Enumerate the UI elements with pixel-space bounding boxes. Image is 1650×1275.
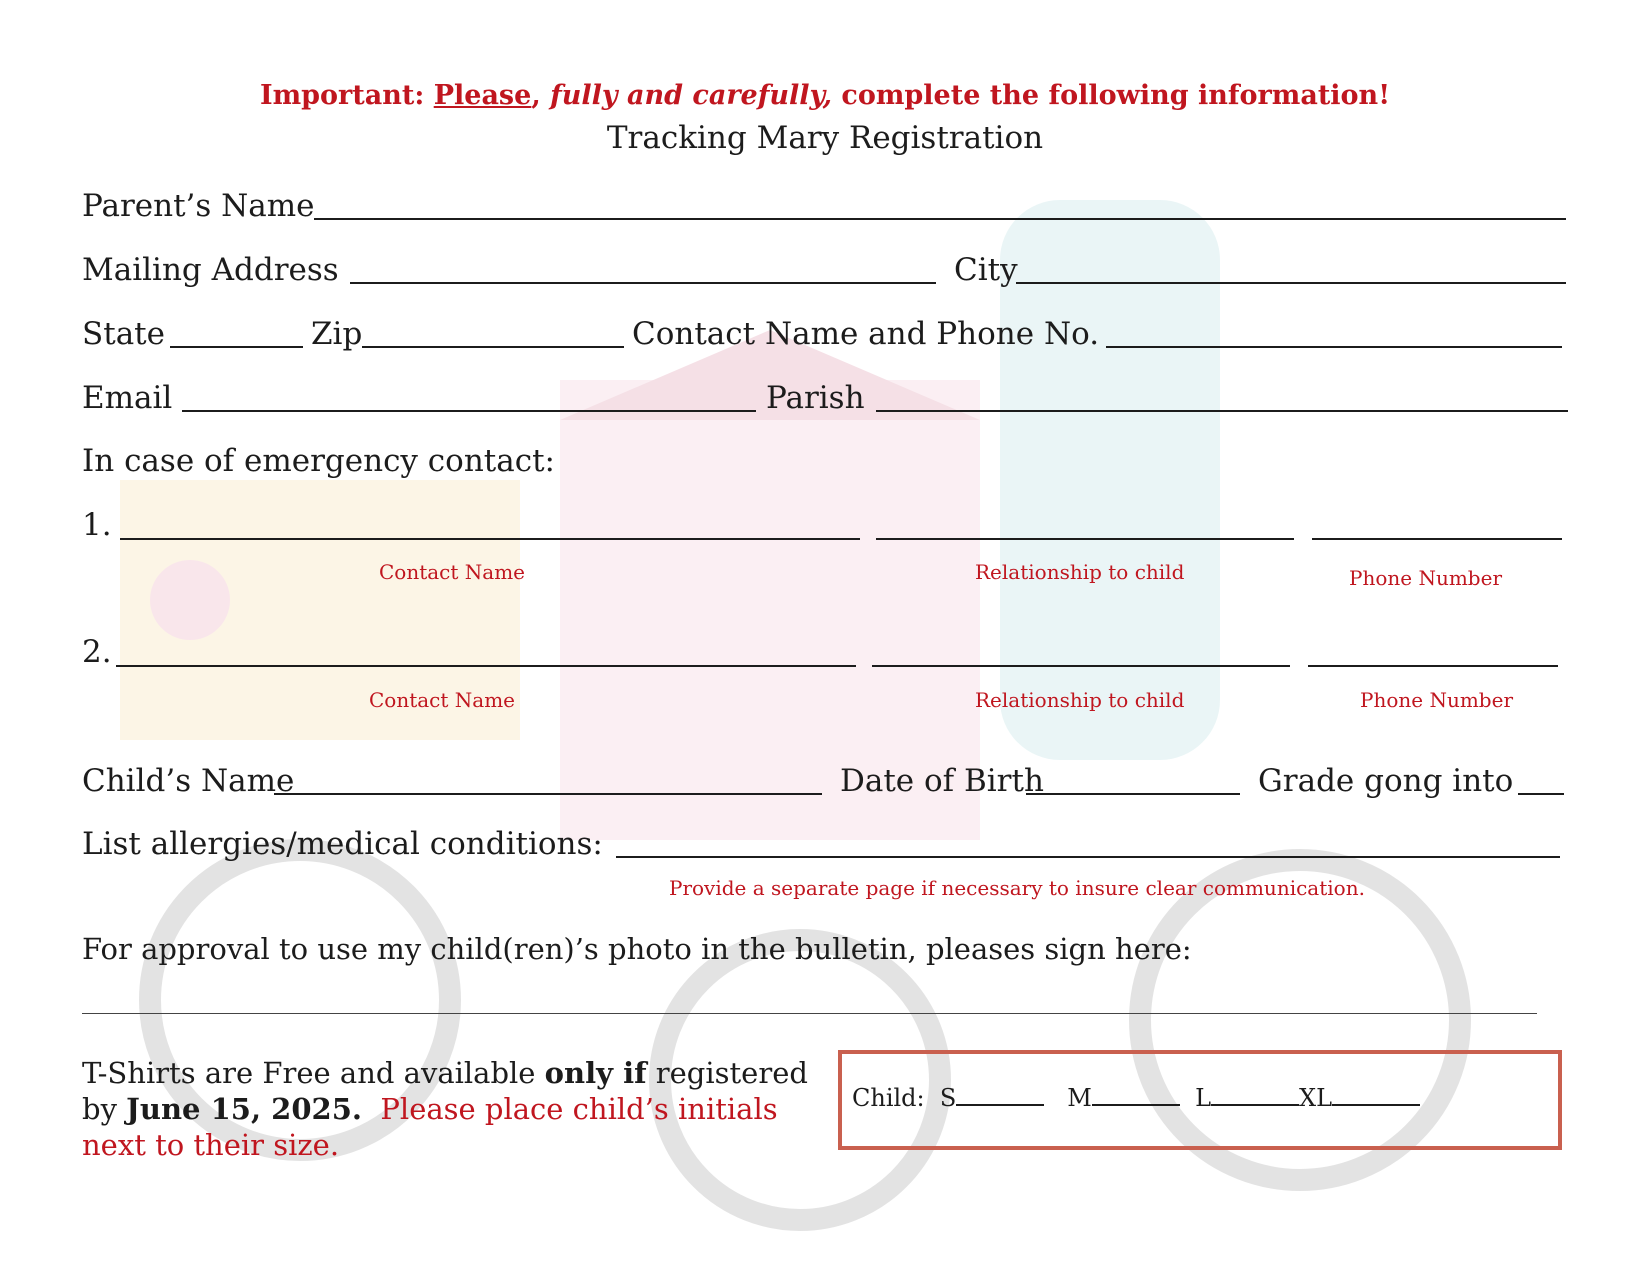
- city-field[interactable]: [1016, 282, 1566, 284]
- emergency-1-contact-name-field[interactable]: [120, 538, 860, 540]
- emergency-contact-heading: In case of emergency contact:: [82, 443, 555, 479]
- mailing-address-label: Mailing Address: [82, 252, 339, 288]
- size-m-label: M: [1067, 1084, 1092, 1112]
- parents-name-field[interactable]: [314, 218, 1566, 220]
- emergency-1-contact-name-caption: Contact Name: [379, 560, 526, 584]
- size-s-label: S: [939, 1084, 957, 1112]
- contact-name-phone-field[interactable]: [1106, 346, 1562, 348]
- important-notice: Important: Please, fully and carefully, complete the following information!: [259, 80, 1391, 111]
- emergency-1-phone-field[interactable]: [1312, 538, 1562, 540]
- state-field[interactable]: [170, 346, 303, 348]
- emergency-2-phone-caption: Phone Number: [1360, 688, 1513, 712]
- size-s-field[interactable]: [956, 1084, 1044, 1106]
- mailing-address-field[interactable]: [350, 282, 936, 284]
- parents-name-label: Parent’s Name: [82, 188, 315, 224]
- size-xl-label: XL: [1299, 1084, 1333, 1112]
- tshirt-info: T-Shirts are Free and available only if registered by June 15, 2025. Please place child’s initials next to their size.: [82, 1056, 808, 1162]
- size-xl-field[interactable]: [1332, 1084, 1420, 1106]
- emergency-1-relationship-caption: Relationship to child: [975, 560, 1185, 584]
- emergency-1-phone-caption: Phone Number: [1349, 566, 1502, 590]
- date-of-birth-field[interactable]: [1026, 793, 1240, 795]
- emergency-2-number: 2.: [82, 634, 112, 670]
- allergies-field[interactable]: [616, 856, 1560, 858]
- childs-name-label: Child’s Name: [82, 763, 295, 799]
- date-of-birth-label: Date of Birth: [840, 763, 1044, 799]
- childs-name-field[interactable]: [274, 793, 822, 795]
- allergies-label: List allergies/medical conditions:: [82, 826, 603, 862]
- zip-label: Zip: [311, 316, 363, 352]
- parish-label: Parish: [766, 380, 865, 416]
- emergency-2-phone-field[interactable]: [1308, 665, 1558, 667]
- emergency-1-relationship-field[interactable]: [876, 538, 1294, 540]
- size-m-field[interactable]: [1092, 1084, 1180, 1106]
- contact-name-phone-label: Contact Name and Phone No.: [632, 316, 1100, 352]
- size-l-label: L: [1195, 1084, 1212, 1112]
- zip-field[interactable]: [362, 346, 624, 348]
- emergency-2-contact-name-caption: Contact Name: [369, 688, 516, 712]
- emergency-2-contact-name-field[interactable]: [116, 665, 856, 667]
- emergency-1-number: 1.: [82, 507, 112, 543]
- city-label: City: [954, 252, 1018, 288]
- tshirt-size-box: [838, 1050, 1562, 1150]
- size-l-field[interactable]: [1211, 1084, 1299, 1106]
- child-label: Child:: [852, 1084, 925, 1112]
- grade-field[interactable]: [1518, 793, 1564, 795]
- grade-label: Grade gong into: [1258, 763, 1514, 799]
- please-emphasis: Please: [433, 80, 532, 111]
- parish-field[interactable]: [876, 410, 1568, 412]
- emergency-2-relationship-caption: Relationship to child: [975, 688, 1185, 712]
- form-title: Tracking Mary Registration: [606, 120, 1044, 156]
- photo-approval-text: For approval to use my child(ren)’s photo in the bulletin, pleases sign here:: [82, 932, 1192, 966]
- allergies-note: Provide a separate page if necessary to insure clear communication.: [669, 876, 1365, 900]
- photo-approval-signature-line[interactable]: [82, 1013, 1537, 1014]
- tshirt-size-row: [852, 1084, 1420, 1112]
- state-label: State: [82, 316, 165, 352]
- email-label: Email: [82, 380, 173, 416]
- email-field[interactable]: [182, 410, 756, 412]
- emergency-2-relationship-field[interactable]: [872, 665, 1290, 667]
